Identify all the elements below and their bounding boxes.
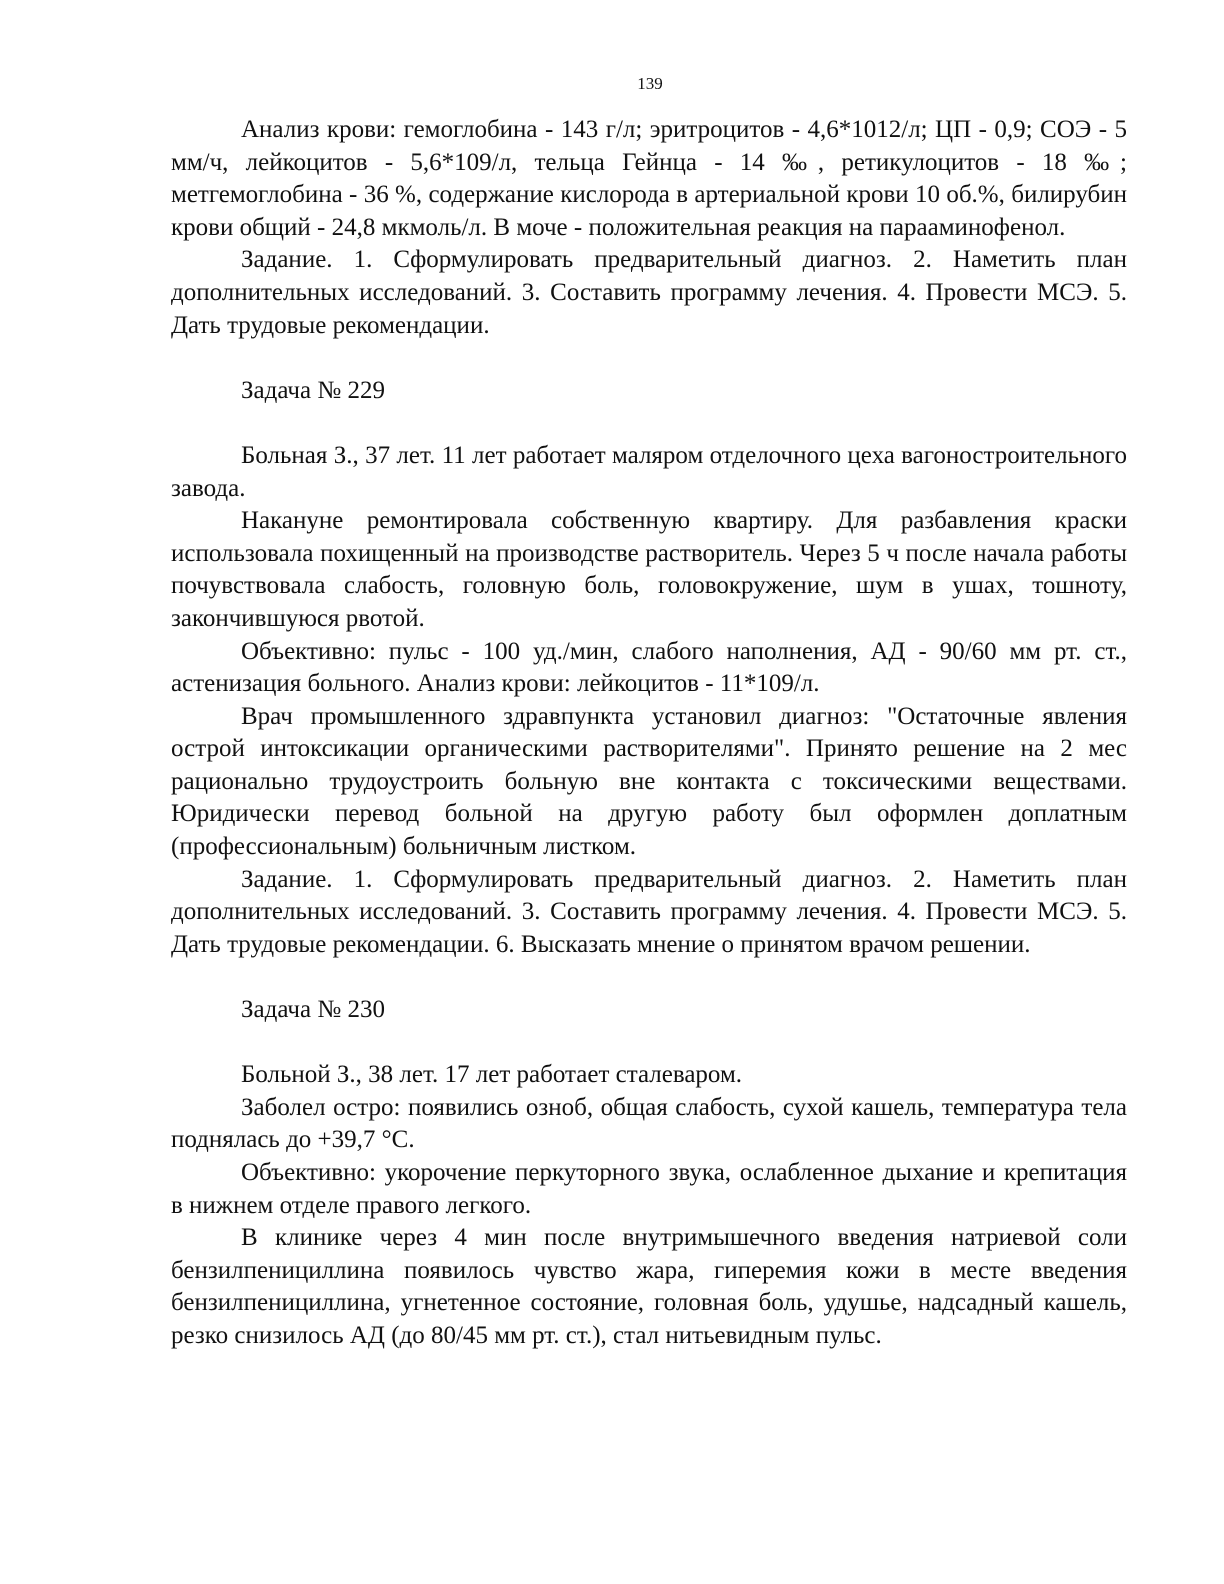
task-230-heading: Задача № 230 [241,996,385,1024]
paragraph-objective: Объективно: укорочение перкуторного звука, ослабленное дыхание и крепитация в нижнем отделе правого легкого. [171,1159,1127,1219]
paragraph-patient-info: Больная З., 37 лет. 11 лет работает маляром отделочного цеха вагоностроительного завода. [171,441,1127,502]
paragraph-diagnosis: Врач промышленного здравпункта установил диагноз: "Остаточные явления острой интоксикации органическими растворителями". Принято решение на 2 мес рационально трудоустроить больную вне контакта с токсическими веществами. Юридически перевод больной на другую работу был оформлен доплатным (профессиональным) больничным листком. [171,702,1127,861]
paragraph-task-assignment: Задание. 1. Сформулировать предварительный диагноз. 2. Наметить план дополнительных исследований. 3. Составить программу лечения. 4. Провести МСЭ. 5. Дать трудовые рекомендации. [171,246,1127,339]
paragraph-clinic: В клинике через 4 мин после внутримышечного введения натриевой соли бензилпенициллина появилось чувство жара, гиперемия кожи в месте введения бензилпенициллина, угнетенное состояние, головная боль, удушье, надсадный кашель, резко снизилось АД (до 80/45 мм рт. ст.), стал нитьевидным пульс. [171,1224,1127,1349]
paragraph-objective: Объективно: пульс - 100 уд./мин, слабого наполнения, АД - 90/60 мм рт. ст., астенизация больного. Анализ крови: лейкоцитов - 11*109/л. [171,637,1127,698]
task-229-heading: Задача № 229 [241,376,385,404]
document-body [171,114,1127,1353]
paragraph-task-assignment: Задание. 1. Сформулировать предварительный диагноз. 2. Наметить план дополнительных исследований. 3. Составить программу лечения. 4. Провести МСЭ. 5. Дать трудовые рекомендации. 6. Высказать мнение о принятом врачом решении. [171,865,1127,958]
paragraph-onset: Заболел остро: появились озноб, общая слабость, сухой кашель, температура тела поднялась до +39,7 °С. [171,1093,1127,1154]
page-number: 139 [637,74,663,93]
paragraph-patient-info: Больной З., 38 лет. 17 лет работает сталеваром. [241,1061,743,1089]
paragraph-history: Накануне ремонтировала собственную квартиру. Для разбавления краски использовала похищенный на производстве растворитель. Через 5 ч после начала работы почувствовала слабость, головную боль, головокружение, шум в ушах, тошноту, закончившуюся рвотой. [171,507,1127,632]
paragraph-blood-analysis: Анализ крови: гемоглобина - 143 г/л; эритроцитов - 4,6*1012/л; ЦП - 0,9; СОЭ - 5 мм/ч, лейкоцитов - 5,6*109/л, тельца Гейнца - 14 ‰, ретикулоцитов - 18 ‰; метгемоглобина - 36 %, содержание кислорода в артериальной крови 10 об.%, билирубин крови общий - 24,8 мкмоль/л. В моче - положительная реакция на парааминофенол. [171,116,1127,241]
